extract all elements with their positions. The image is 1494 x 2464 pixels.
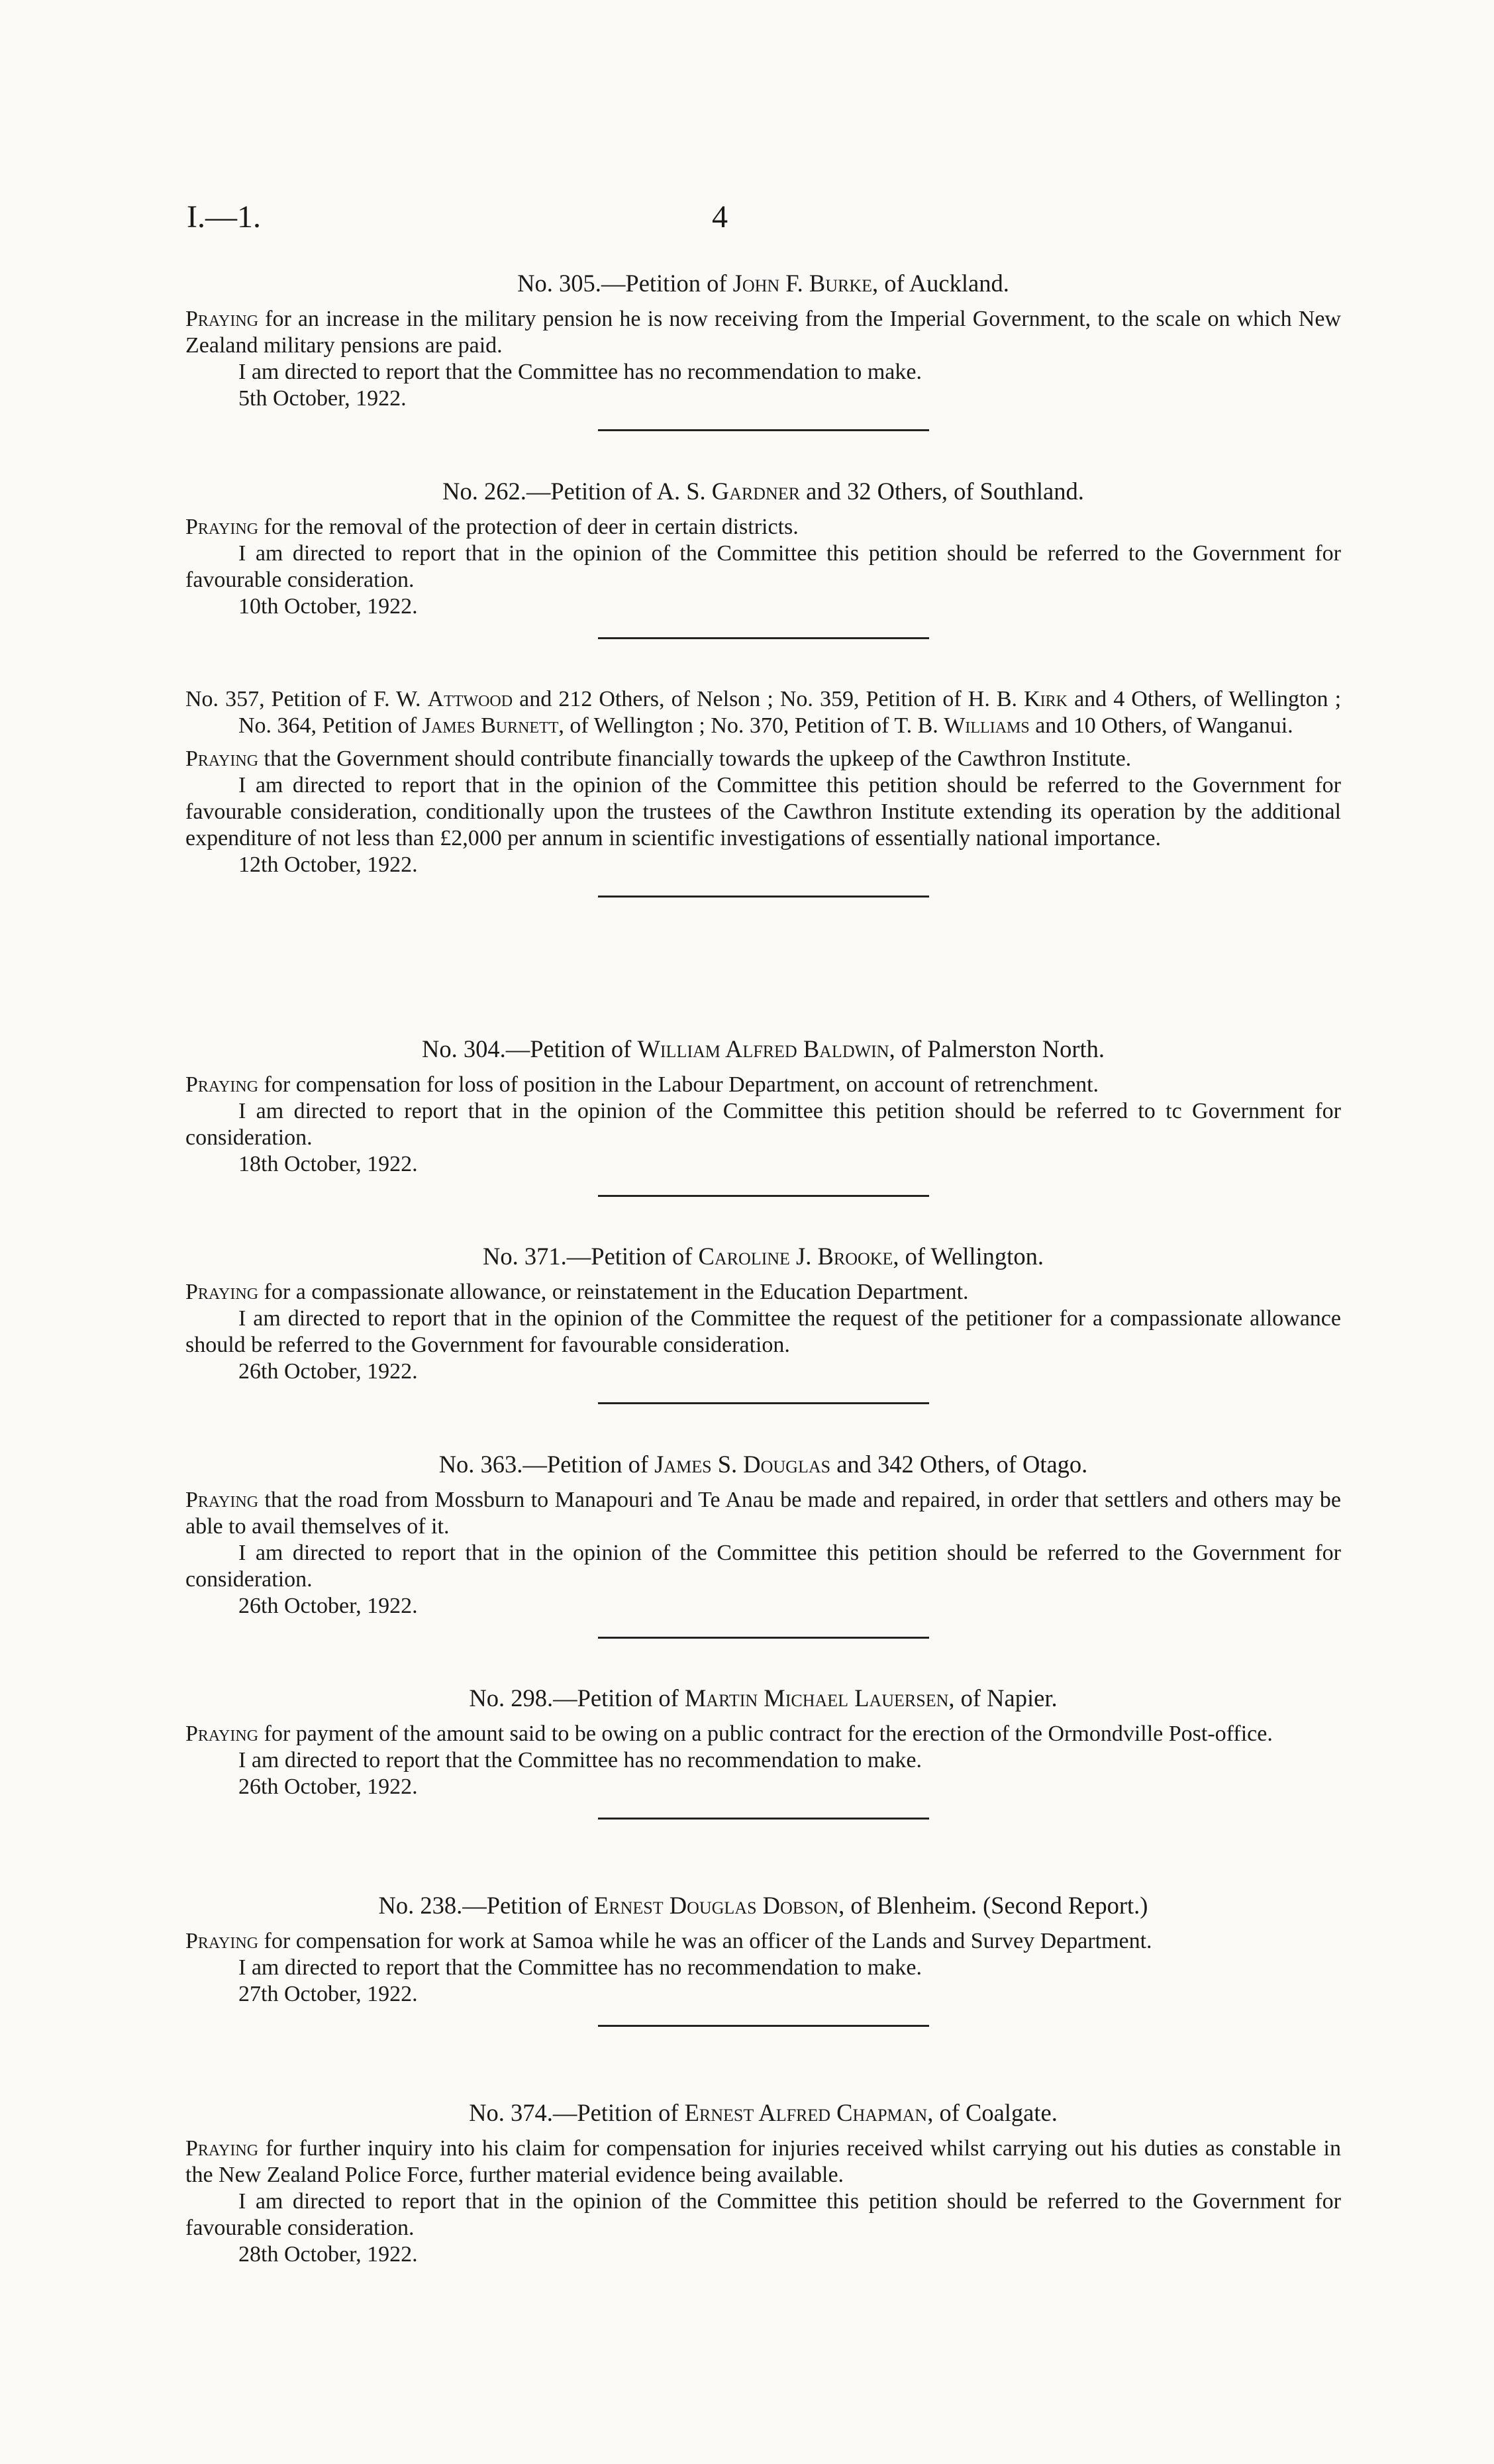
petition-title: No. 298.—Petition of Martin Michael Lauersen, of Napier. bbox=[469, 1684, 1058, 1712]
praying-paragraph: Praying for further inquiry into his claim for compensation for injuries received whilst carrying out his duties as constable in the New Zealand Police Force, further material evidence being available. bbox=[185, 2136, 1341, 2187]
praying-paragraph: Praying for an increase in the military pension he is now receiving from the Imperial Government, to the scale on which New Zealand military pensions are paid. bbox=[185, 307, 1341, 358]
petition-238 bbox=[185, 1892, 1341, 2027]
petition-title: No. 304.—Petition of William Alfred Baldwin, of Palmerston North. bbox=[422, 1035, 1105, 1062]
report-paragraph: I am directed to report that the Committee has no recommendation to make. bbox=[238, 1748, 922, 1772]
section-divider bbox=[598, 1637, 929, 1639]
report-date: 27th October, 1922. bbox=[238, 1982, 418, 2006]
report-date: 10th October, 1922. bbox=[238, 594, 418, 619]
report-date: 26th October, 1922. bbox=[238, 1774, 418, 1799]
report-date: 28th October, 1922. bbox=[238, 2242, 418, 2267]
section-divider bbox=[598, 637, 929, 639]
petition-371 bbox=[185, 1243, 1341, 1404]
petition-title: No. 238.—Petition of Ernest Douglas Dobson, of Blenheim. (Second Report.) bbox=[378, 1892, 1148, 1919]
report-paragraph: I am directed to report that the Committee has no recommendation to make. bbox=[238, 1955, 922, 1980]
praying-paragraph: Praying for payment of the amount said to be owing on a public contract for the erection of the Ormondville Post-office. bbox=[185, 1721, 1273, 1746]
petition-298 bbox=[185, 1685, 1341, 1820]
document-reference: I.—1. bbox=[187, 199, 261, 234]
praying-paragraph: Praying for compensation for loss of position in the Labour Department, on account of retrenchment. bbox=[185, 1072, 1099, 1097]
petition-374 bbox=[185, 2100, 1341, 2268]
petition-title: No. 357, Petition of F. W. Attwood and 212 Others, of Nelson ; No. 359, Petition of H. B. Kirk and 4 Others, of Wellington ; No. 364, Petition of James Burnett, of Wellington ; No. 370, Petition of T. B. Williams and 10 Others, of Wanganui. bbox=[185, 687, 1342, 738]
section-divider bbox=[598, 429, 929, 431]
praying-paragraph: Praying for the removal of the protection of deer in certain districts. bbox=[185, 515, 799, 539]
report-paragraph: I am directed to report that in the opinion of the Committee this petition should be referred to the Government for favourable consideration. bbox=[185, 2189, 1341, 2240]
report-date: 26th October, 1922. bbox=[238, 1359, 418, 1384]
report-date: 5th October, 1922. bbox=[238, 386, 407, 411]
petition-title: No. 305.—Petition of John F. Burke, of Auckland. bbox=[517, 270, 1009, 297]
report-date: 18th October, 1922. bbox=[238, 1152, 418, 1176]
report-paragraph: I am directed to report that in the opinion of the Committee this petition should be referred to the Government for consideration. bbox=[185, 1541, 1341, 1592]
petition-title: No. 262.—Petition of A. S. Gardner and 32 Others, of Southland. bbox=[442, 478, 1084, 505]
section-divider bbox=[598, 1402, 929, 1404]
report-paragraph: I am directed to report that in the opinion of the Committee this petition should be referred to the Government for favourable consideration, conditionally upon the trustees of the Cawthron Institute extending its operation by the additional expenditure of not less than £2,000 per annum in scientific investigations of essentially national importance. bbox=[185, 773, 1341, 850]
report-paragraph: I am directed to report that the Committee has no recommendation to make. bbox=[238, 360, 922, 384]
praying-paragraph: Praying for compensation for work at Samoa while he was an officer of the Lands and Survey Department. bbox=[185, 1929, 1152, 1953]
section-divider bbox=[598, 2025, 929, 2027]
praying-paragraph: Praying for a compassionate allowance, or reinstatement in the Education Department. bbox=[185, 1280, 969, 1304]
petitions-357-359-364-370 bbox=[185, 686, 1341, 898]
section-divider bbox=[598, 1195, 929, 1197]
report-date: 26th October, 1922. bbox=[238, 1594, 418, 1618]
report-date: 12th October, 1922. bbox=[238, 852, 418, 877]
petition-305 bbox=[185, 270, 1341, 431]
page-number: 4 bbox=[712, 199, 728, 234]
section-divider bbox=[598, 1818, 929, 1820]
report-paragraph: I am directed to report that in the opinion of the Committee this petition should be referred to tc Government for consideration. bbox=[185, 1099, 1341, 1150]
petition-title: No. 371.—Petition of Caroline J. Brooke, of Wellington. bbox=[483, 1243, 1044, 1270]
praying-paragraph: Praying that the road from Mossburn to Manapouri and Te Anau be made and repaired, in order that settlers and others may be able to avail themselves of it. bbox=[185, 1488, 1341, 1539]
praying-paragraph: Praying that the Government should contribute financially towards the upkeep of the Cawthron Institute. bbox=[185, 746, 1132, 771]
report-paragraph: I am directed to report that in the opinion of the Committee the request of the petitioner for a compassionate allowance should be referred to the Government for favourable consideration. bbox=[185, 1306, 1341, 1357]
petition-262 bbox=[185, 478, 1341, 639]
petition-title: No. 374.—Petition of Ernest Alfred Chapman, of Coalgate. bbox=[469, 2099, 1058, 2126]
petition-363 bbox=[185, 1451, 1341, 1639]
section-divider bbox=[598, 896, 929, 898]
petition-title: No. 363.—Petition of James S. Douglas and 342 Others, of Otago. bbox=[438, 1451, 1088, 1478]
report-paragraph: I am directed to report that in the opinion of the Committee this petition should be referred to the Government for favourable consideration. bbox=[185, 541, 1341, 592]
petition-304 bbox=[185, 1036, 1341, 1197]
